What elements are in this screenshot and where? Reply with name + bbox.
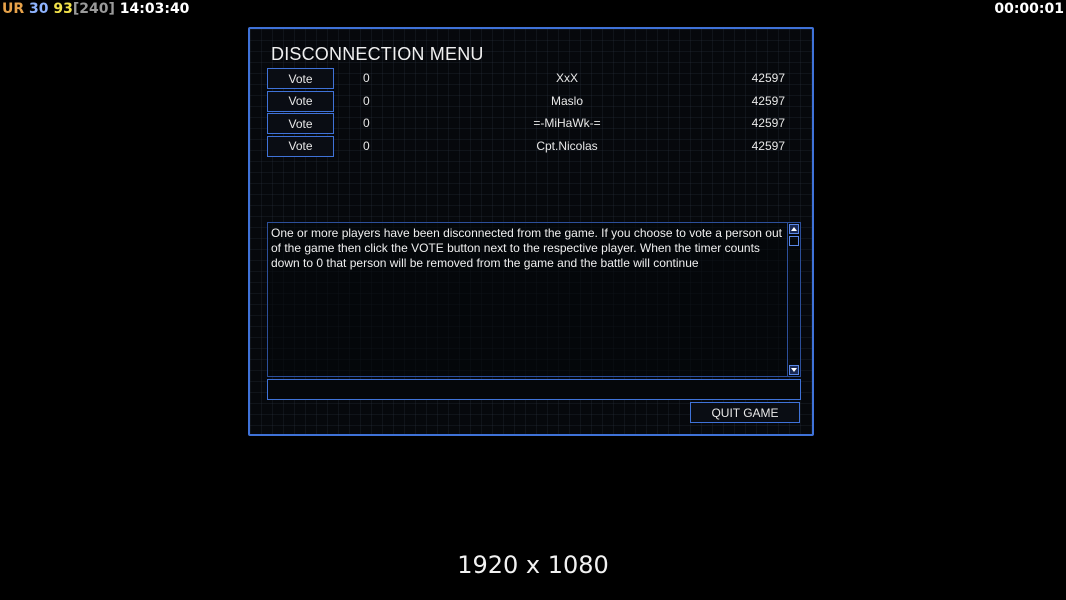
player-row xyxy=(267,136,800,158)
message-text: One or more players have been disconnected from the game. If you choose to vote a person out of the game then click the VOTE button next to the respective player. When the timer counts down to 0 that person will be removed from the game and the battle will continue xyxy=(271,226,782,270)
resolution-label: 1920 x 1080 xyxy=(457,551,609,579)
player-list xyxy=(267,68,800,158)
quit-game-button[interactable]: QUIT GAME xyxy=(690,402,800,423)
player-name: =-MiHaWk-= xyxy=(533,116,601,130)
scroll-up-arrow-icon[interactable] xyxy=(789,224,799,234)
vote-count: 0 xyxy=(363,93,370,108)
vote-count: 0 xyxy=(363,138,370,153)
menu-title: DISCONNECTION MENU xyxy=(271,44,484,64)
disconnection-menu xyxy=(248,27,814,436)
hud-stats xyxy=(2,0,189,18)
message-scrollbar[interactable] xyxy=(787,223,800,376)
player-row xyxy=(267,113,800,135)
vote-button[interactable]: Vote xyxy=(267,91,334,112)
vote-button[interactable]: Vote xyxy=(267,136,334,157)
hud-stat-93: 93 xyxy=(53,1,73,17)
player-name: Cpt.Nicolas xyxy=(536,138,598,153)
player-row xyxy=(267,68,800,90)
player-ping: 42597 xyxy=(751,71,785,85)
player-row xyxy=(267,91,800,113)
hud-timer: 00:00:01 xyxy=(994,1,1064,17)
vote-button[interactable]: Vote xyxy=(267,68,334,89)
scroll-down-arrow-icon[interactable] xyxy=(789,365,799,375)
player-ping: 42597 xyxy=(751,138,785,153)
hud-ur: UR xyxy=(2,1,25,17)
vote-count: 0 xyxy=(363,71,370,85)
hud-stat-240: [240] xyxy=(72,1,115,17)
chat-input[interactable] xyxy=(267,379,801,400)
vote-button[interactable]: Vote xyxy=(267,113,334,134)
message-box xyxy=(267,222,801,377)
player-name: Maslo xyxy=(550,93,583,108)
player-ping: 42597 xyxy=(751,93,785,108)
hud-stat-30: 30 xyxy=(29,1,49,17)
vote-count: 0 xyxy=(363,116,370,130)
scroll-thumb[interactable] xyxy=(789,236,799,246)
player-name: XxX xyxy=(555,71,578,85)
hud-clock: 14:03:40 xyxy=(119,1,190,17)
player-ping: 42597 xyxy=(751,116,785,130)
